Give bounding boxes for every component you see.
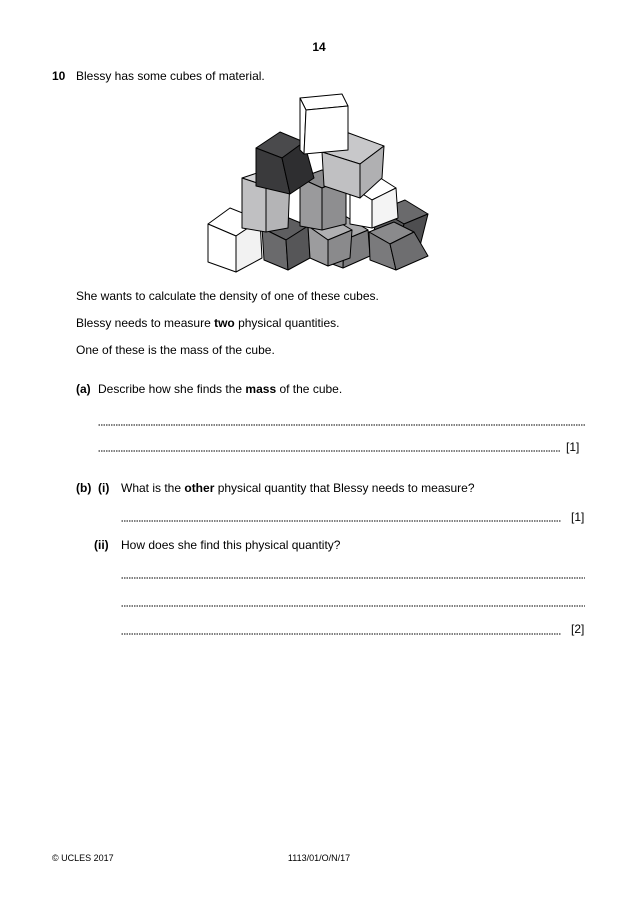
part-b-label: (b) bbox=[76, 481, 92, 495]
question-number: 10 bbox=[52, 69, 66, 83]
answer-line-a2[interactable] bbox=[98, 450, 560, 452]
part-b-i-prompt: What is the other physical quantity that Blessy needs to measure? bbox=[121, 481, 475, 495]
marks-a: [1] bbox=[566, 440, 580, 454]
stacked-cubes-illustration bbox=[200, 90, 440, 280]
cube-top-white bbox=[300, 94, 348, 154]
footer-copyright: © UCLES 2017 bbox=[52, 853, 114, 863]
marks-b-i: [1] bbox=[571, 510, 585, 524]
page-number: 14 bbox=[312, 40, 326, 54]
part-a-label: (a) bbox=[76, 382, 91, 396]
answer-line-bii2[interactable] bbox=[121, 605, 585, 607]
answer-line-a1[interactable] bbox=[98, 424, 585, 426]
marks-b-ii: [2] bbox=[571, 622, 585, 636]
part-a-prompt: Describe how she finds the mass of the cube. bbox=[98, 382, 343, 396]
part-b-ii-prompt: How does she find this physical quantity? bbox=[121, 538, 341, 552]
statement-1: She wants to calculate the density of one of these cubes. bbox=[76, 289, 379, 303]
answer-line-bii1[interactable] bbox=[121, 577, 585, 579]
part-b-ii-label: (ii) bbox=[94, 538, 109, 552]
statement-2: Blessy needs to measure two physical quantities. bbox=[76, 316, 340, 330]
footer-code: 1113/01/O/N/17 bbox=[287, 853, 351, 863]
question-intro: Blessy has some cubes of material. bbox=[76, 69, 265, 83]
answer-line-bi1[interactable] bbox=[121, 520, 561, 522]
answer-line-bii3[interactable] bbox=[121, 633, 561, 635]
statement-3: One of these is the mass of the cube. bbox=[76, 343, 275, 357]
part-b-i-label: (i) bbox=[98, 481, 110, 495]
